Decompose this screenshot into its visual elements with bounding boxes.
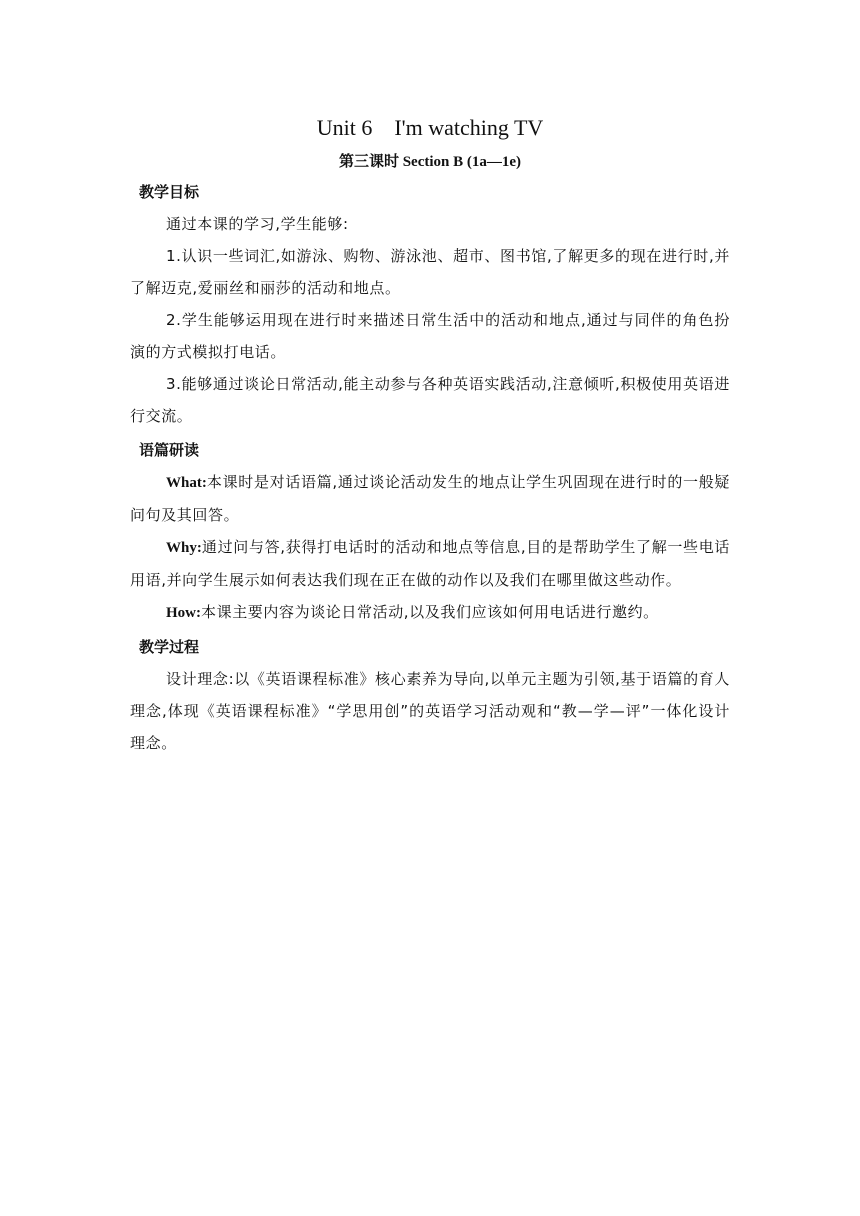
what-paragraph [130,466,730,531]
how-text: 本课主要内容为谈论日常活动,以及我们应该如何用电话进行邀约。 [201,603,659,621]
why-text: 通过问与答,获得打电话时的活动和地点等信息,目的是帮助学生了解一些电话用语,并向学生展示如何表达我们现在正在做的动作以及我们在哪里做这些动作。 [130,538,730,589]
objectives-intro: 通过本课的学习,学生能够: [166,215,349,233]
section-heading-objectives: 教学目标 [139,183,200,201]
section-heading-text-study: 语篇研读 [139,441,200,459]
document-page [130,112,730,759]
why-label: Why: [166,540,202,556]
objective-item-3: 3.能够通过谈论日常活动,能主动参与各种英语实践活动,注意倾听,积极使用英语进行交流。 [130,375,730,425]
objective-item-1: 1.认识一些词汇,如游泳、购物、游泳池、超市、图书馆,了解更多的现在进行时,并了解迈克,爱丽丝和丽莎的活动和地点。 [130,247,730,297]
why-paragraph [130,531,730,596]
objective-item-2: 2.学生能够运用现在进行时来描述日常生活中的活动和地点,通过与同伴的角色扮演的方式模拟打电话。 [130,311,730,361]
section-heading-process: 教学过程 [139,638,200,656]
what-label: What: [166,475,207,491]
design-concept-paragraph: 设计理念:以《英语课程标准》核心素养为导向,以单元主题为引领,基于语篇的育人理念,体现《英语课程标准》“学思用创”的英语学习活动观和“教—学—评”一体化设计理念。 [130,670,730,752]
lesson-subtitle: 第三课时 Section B (1a—1e) [338,154,522,170]
what-text: 本课时是对话语篇,通过谈论活动发生的地点让学生巩固现在进行时的一般疑问句及其回答。 [130,473,730,524]
how-label: How: [166,605,201,621]
how-paragraph [130,596,730,629]
document-title: Unit 6 I'm watching TV [316,115,544,140]
